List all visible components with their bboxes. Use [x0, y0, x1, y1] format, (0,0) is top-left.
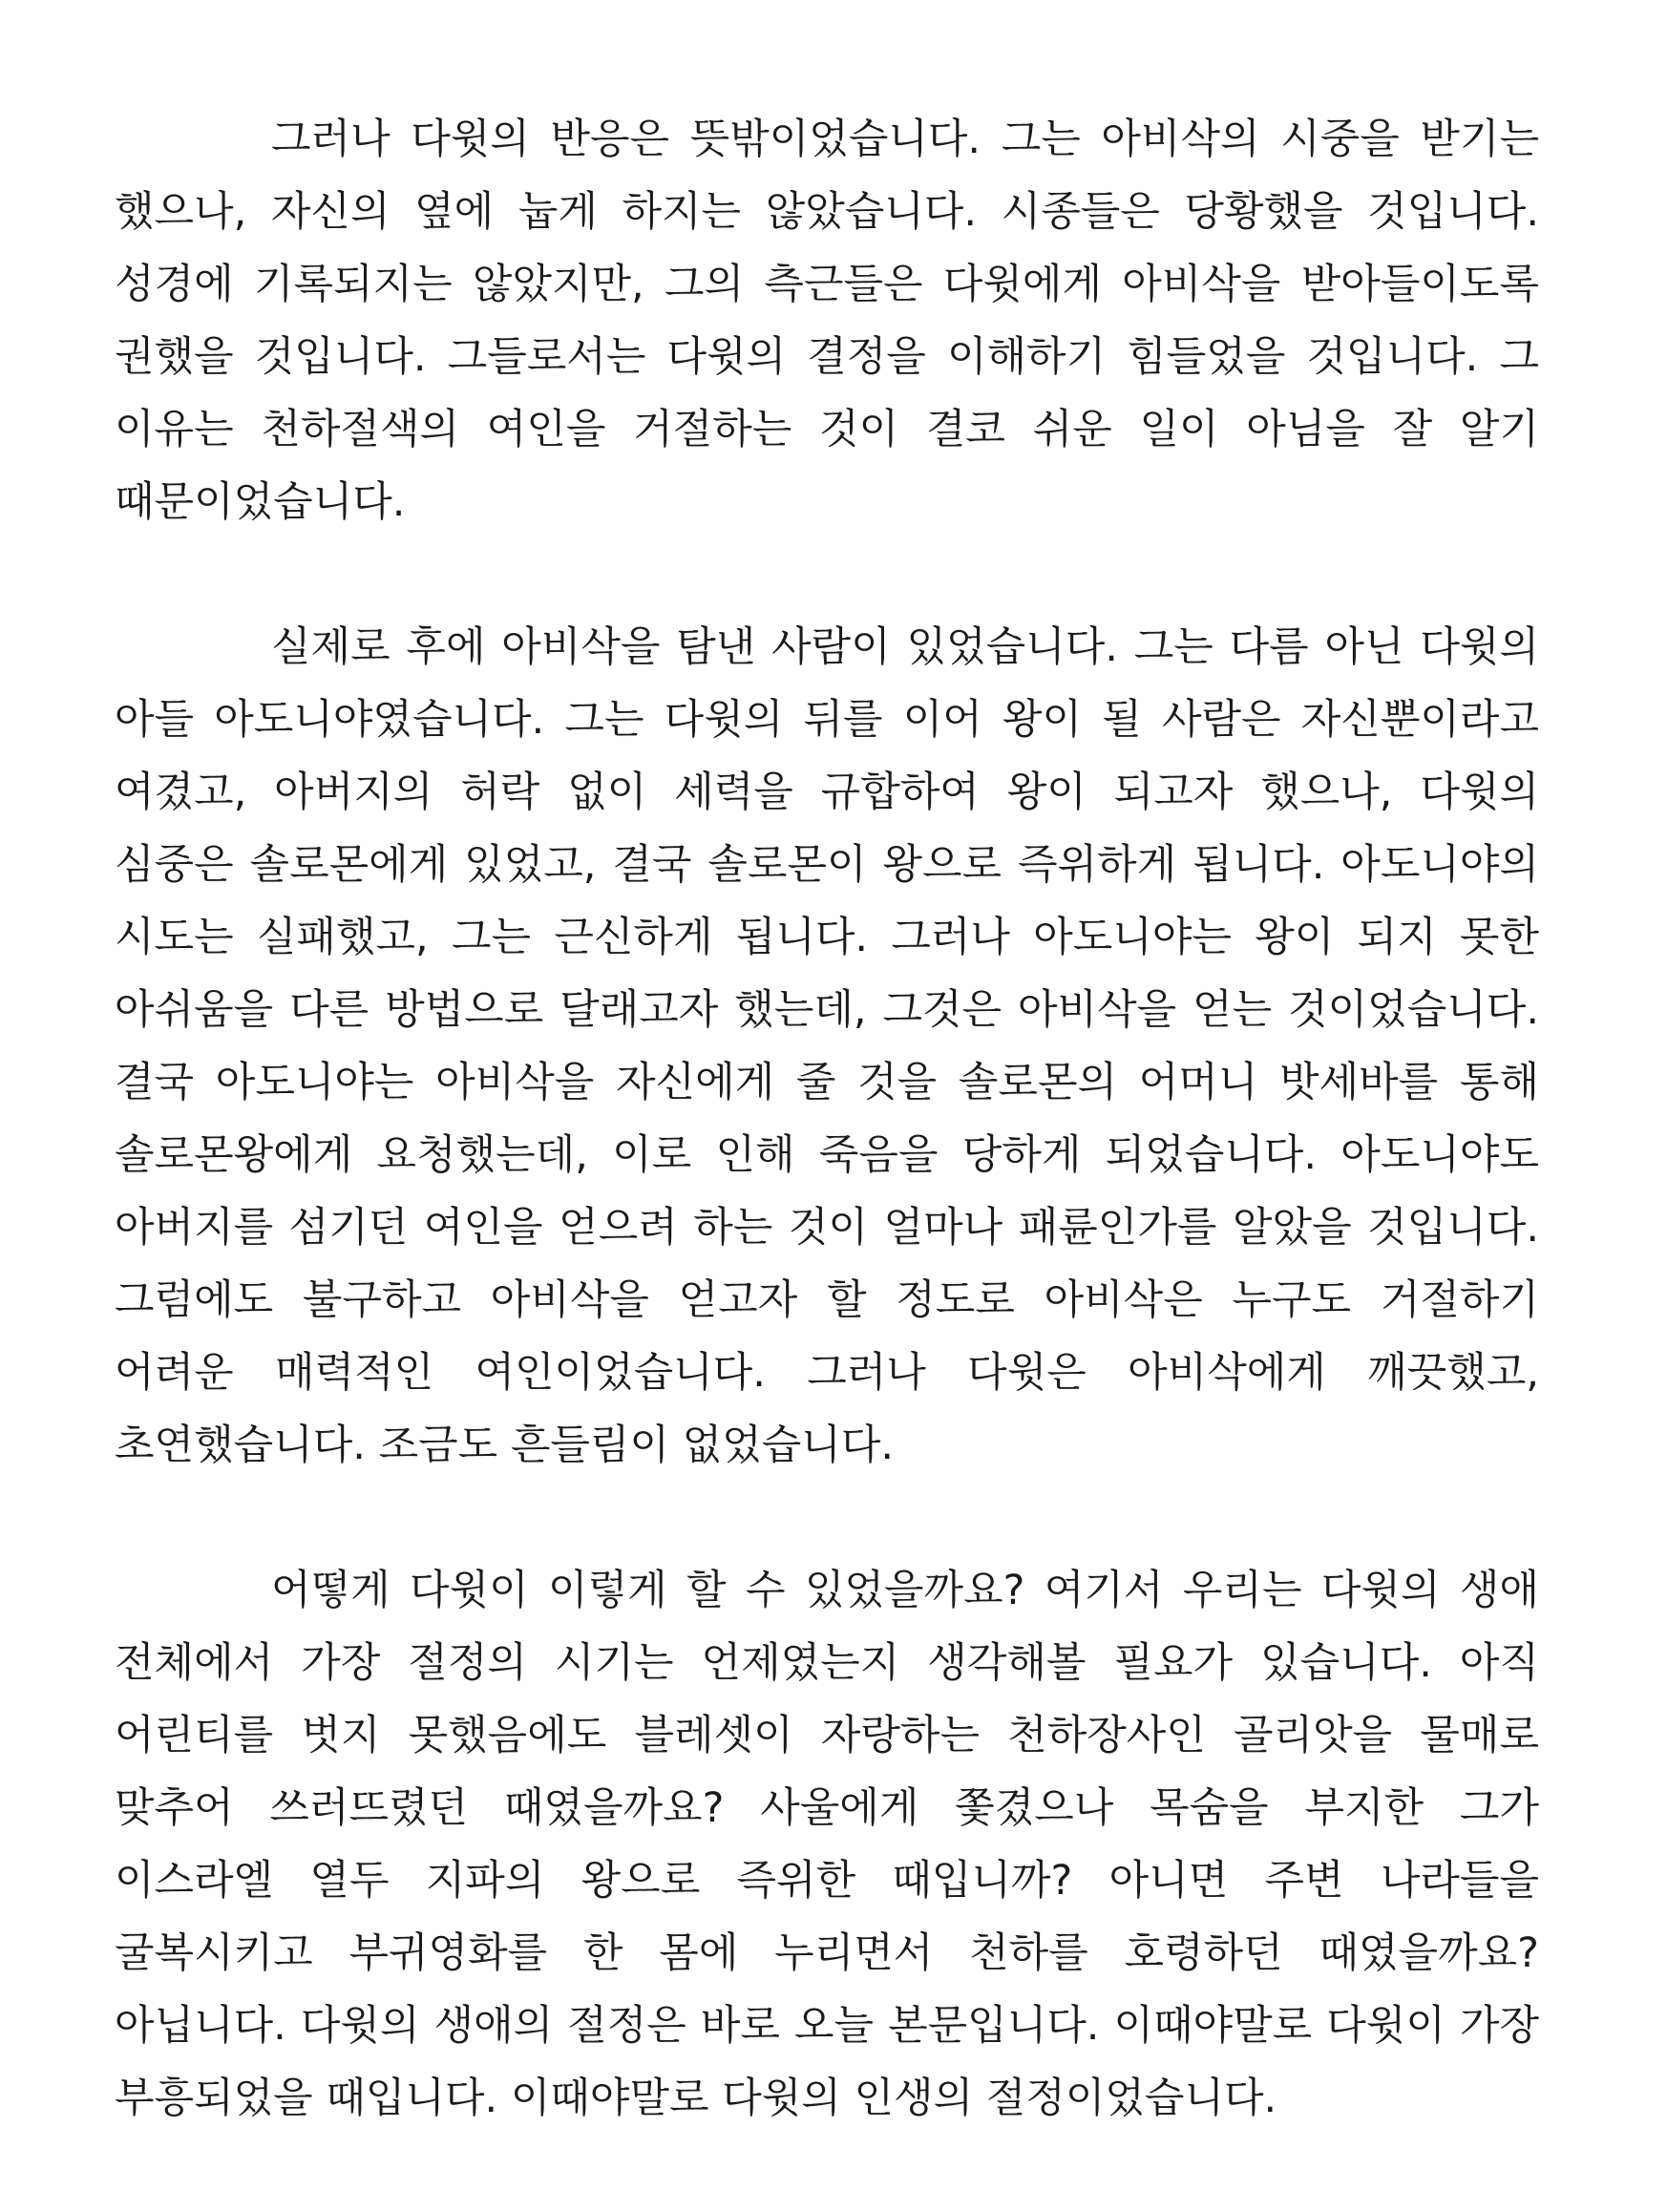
paragraph-1: 그러나 다윗의 반응은 뜻밖이었습니다. 그는 아비삭의 시중을 받기는 했으나, 자신의 옆에 눕게 하지는 않았습니다. 시종들은 당황했을 것입니다. 성경에 기록되지는 않았지만, 그의 측근들은 다윗에게 아비삭을 받아들이도록 권했을 것입니다. 그들로서는 다윗의 결정을 이해하기 힘들었을 것입니다. 그 이유는 천하절색의 여인을 거절하는 것이 결코 쉬운 일이 아님을 잘 알기 때문이었습니다. [115, 116, 1539, 526]
paragraph-2: 실제로 후에 아비삭을 탐낸 사람이 있었습니다. 그는 다름 아닌 다윗의 아들 아도니야였습니다. 그는 다윗의 뒤를 이어 왕이 될 사람은 자신뿐이라고 여겼고, 아버지의 허락 없이 세력을 규합하여 왕이 되고자 했으나, 다윗의 심중은 솔로몬에게 있었고, 결국 솔로몬이 왕으로 즉위하게 됩니다. 아도니야의 시도는 실패했고, 그는 근신하게 됩니다. 그러나 아도니야는 왕이 되지 못한 아쉬움을 다른 방법으로 달래고자 했는데, 그것은 아비삭을 얻는 것이었습니다. 결국 아도니야는 아비삭을 자신에게 줄 것을 솔로몬의 어머니 밧세바를 통해 솔로몬왕에게 요청했는데, 이로 인해 죽음을 당하게 되었습니다. 아도니야도 아버지를 섬기던 여인을 얻으려 하는 것이 얼마나 패륜인가를 알았을 것입니다. 그럼에도 불구하고 아비삭을 얻고자 할 정도로 아비삭은 누구도 거절하기 어려운 매력적인 여인이었습니다. 그러나 다윗은 아비삭에게 깨끗했고, 초연했습니다. 조금도 흔들림이 없었습니다. [115, 623, 1539, 1469]
paragraph-3: 어떻게 다윗이 이렇게 할 수 있었을까요? 여기서 우리는 다윗의 생애 전체에서 가장 절정의 시기는 언제였는지 생각해볼 필요가 있습니다. 아직 어린티를 벗지 못했음에도 블레셋이 자랑하는 천하장사인 골리앗을 물매로 맞추어 쓰러뜨렸던 때였을까요? 사울에게 쫓겼으나 목숨을 부지한 그가 이스라엘 열두 지파의 왕으로 즉위한 때입니까? 아니면 주변 나라들을 굴복시키고 부귀영화를 한 몸에 누리면서 천하를 호령하던 때였을까요? 아닙니다. 다윗의 생애의 절정은 바로 오늘 본문입니다. 이때야말로 다윗이 가장 부흥되었을 때입니다. 이때야말로 다윗의 인생의 절정이었습니다. [115, 1567, 1539, 2122]
document-page [115, 103, 1539, 2135]
